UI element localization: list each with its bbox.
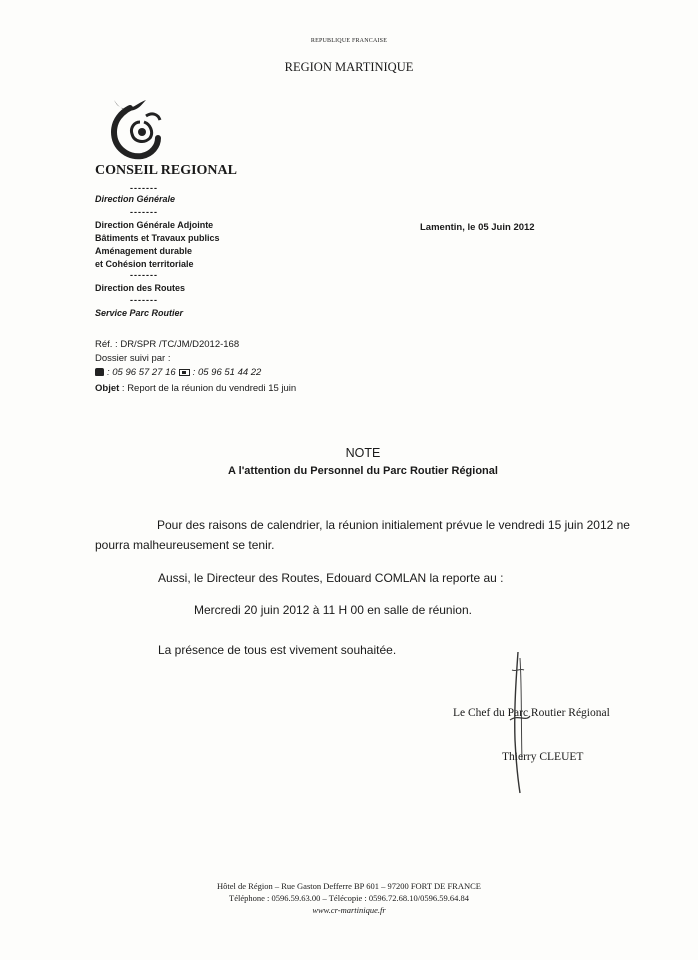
date-line: Lamentin, le 05 Juin 2012 [420, 222, 535, 233]
department-line: Direction Générale [95, 194, 176, 204]
fax-icon [179, 369, 190, 376]
objet-line [95, 382, 296, 395]
footer-address: Hôtel de Région – Rue Gaston Defferre BP 601 – 97200 FORT DE FRANCE [217, 881, 481, 891]
department-line: Bâtiments et Travaux publics [95, 233, 220, 243]
separator-dashes: ------- [130, 295, 158, 305]
signatory-name: Thierry CLEUET [502, 751, 584, 763]
note-subtitle: A l'attention du Personnel du Parc Routier Régional [228, 465, 498, 477]
phone-icon [95, 368, 104, 376]
fax-number: : 05 96 51 44 22 [192, 367, 262, 378]
handwritten-signature-icon [500, 650, 540, 795]
department-line: Service Parc Routier [95, 308, 184, 318]
objet-label: Objet [95, 383, 120, 394]
separator-dashes: ------- [130, 270, 158, 280]
department-line: Direction Générale Adjointe [95, 220, 214, 230]
footer-website: www.cr-martinique.fr [312, 905, 386, 915]
body-paragraph: Aussi, le Directeur des Routes, Edouard COMLAN la reporte au : [158, 571, 504, 585]
body-paragraph: La présence de tous est vivement souhaitée. [158, 643, 397, 657]
organization-title: CONSEIL REGIONAL [95, 163, 237, 178]
region-heading: REGION MARTINIQUE [284, 60, 414, 74]
region-logo-icon [100, 92, 170, 164]
note-title: NOTE [345, 446, 381, 460]
separator-dashes: ------- [130, 207, 158, 217]
dossier-label: Dossier suivi par : [95, 353, 171, 364]
objet-text: : Report de la réunion du vendredi 15 juin [121, 383, 297, 394]
footer-contacts: Téléphone : 0596.59.63.00 – Télécopie : 0596.72.68.10/0596.59.64.84 [229, 893, 469, 903]
department-line: Direction des Routes [95, 283, 186, 293]
meeting-date: Mercredi 20 juin 2012 à 11 H 00 en salle de réunion. [194, 603, 472, 617]
department-line: et Cohésion territoriale [95, 259, 194, 269]
republic-heading: REPUBLIQUE FRANCAISE [310, 38, 388, 44]
department-line: Aménagement durable [95, 246, 193, 256]
reference-number: Réf. : DR/SPR /TC/JM/D2012-168 [95, 339, 240, 350]
separator-dashes: ------- [130, 183, 158, 193]
contact-line [95, 366, 261, 379]
signatory-title: Le Chef du Parc Routier Régional [453, 707, 610, 719]
body-paragraph: Pour des raisons de calendrier, la réunion initialement prévue le vendredi 15 juin 2012 ne pourra malheureusement se tenir. [95, 518, 630, 552]
phone-number: : 05 96 57 27 16 [107, 367, 176, 378]
